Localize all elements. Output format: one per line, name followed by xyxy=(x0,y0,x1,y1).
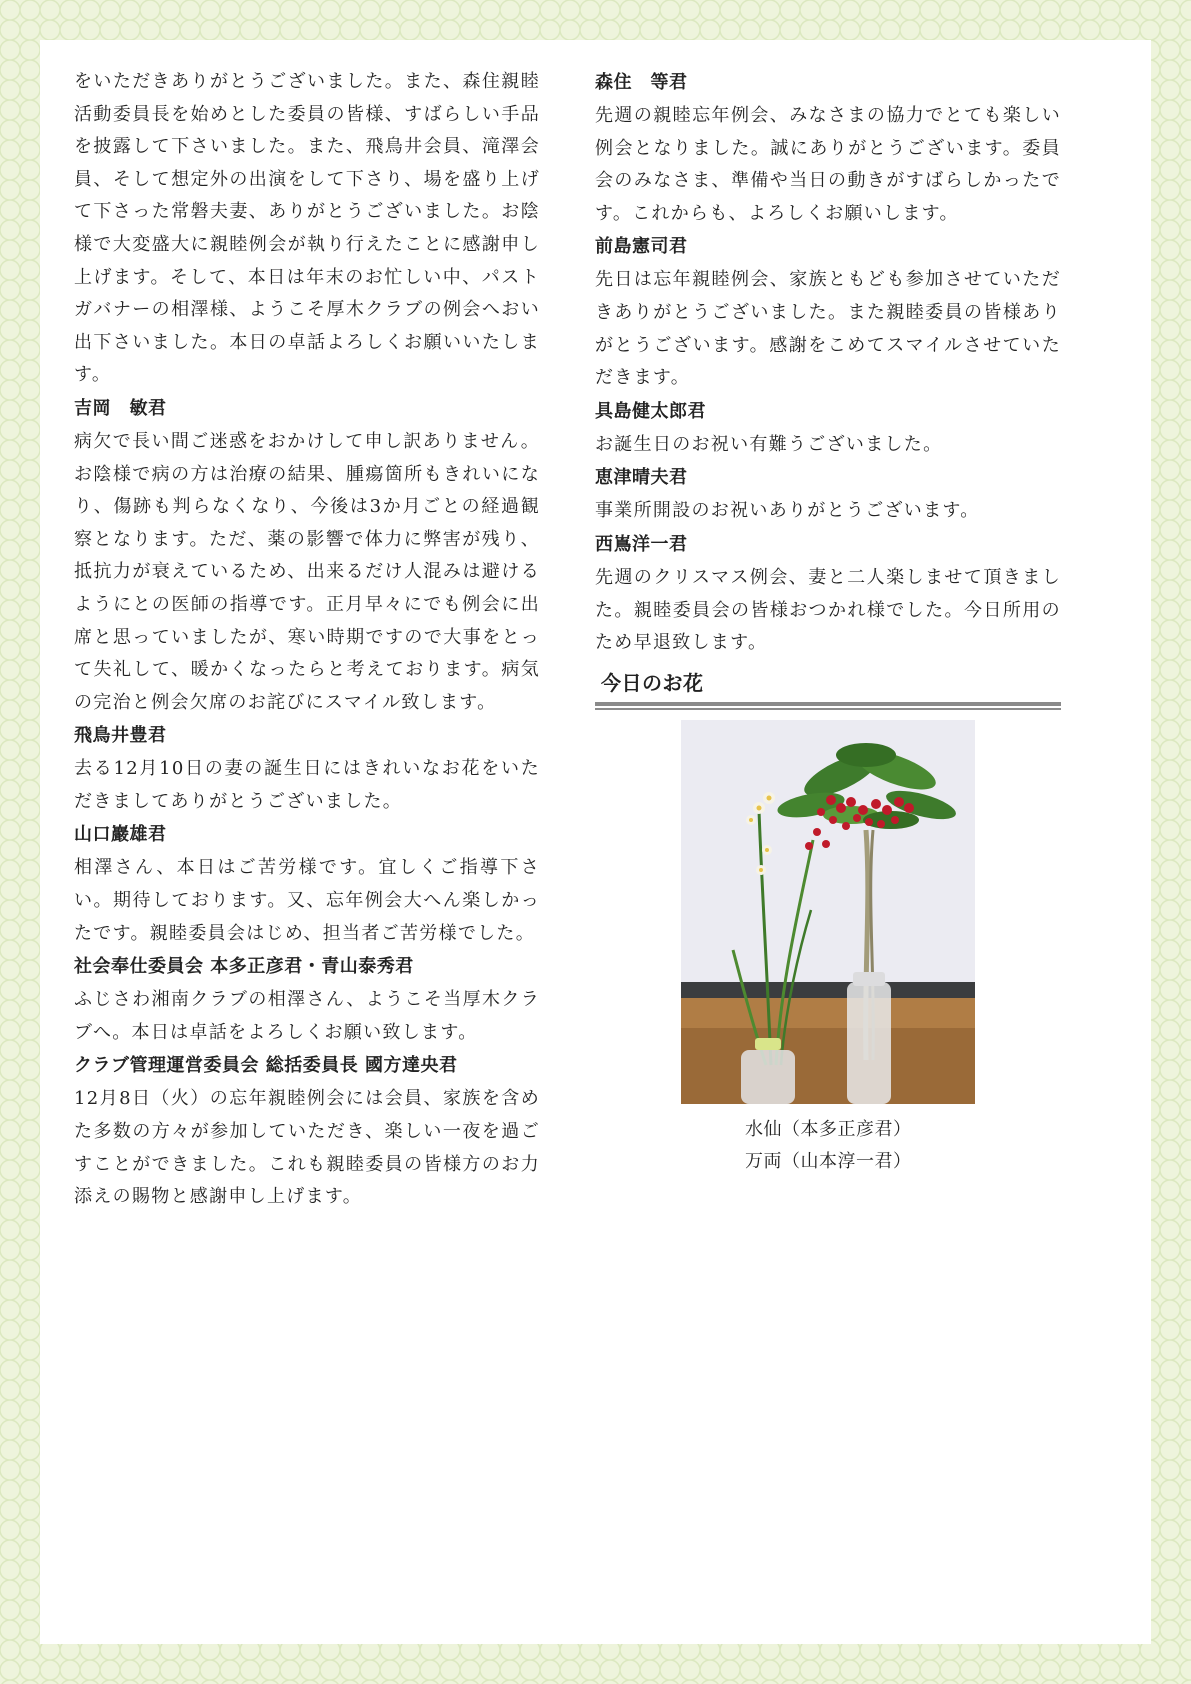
entry-text: 先日は忘年親睦例会、家族ともども参加させていただきありがとうございました。また親睦委員の皆様ありがとうございます。感謝をこめてスマイルさせていただきます。 xyxy=(595,269,1061,389)
entry-text: お誕生日のお祝い有難うございました。 xyxy=(595,433,943,455)
entry-name: 具島健太郎君 xyxy=(595,400,706,422)
entry-text: ふじさわ湘南クラブの相澤さん、ようこそ当厚木クラブへ。本日は卓話をよろしくお願い致します。 xyxy=(74,989,540,1043)
entry-name: クラブ管理運営委員会 総括委員長 國方達央君 xyxy=(74,1055,458,1077)
caption-line-1: 水仙（本多正彦君） xyxy=(745,1118,912,1140)
entry-text: 事業所開設のお祝いありがとうございます。 xyxy=(595,500,980,522)
caption-line-2: 万両（山本淳一君） xyxy=(745,1150,912,1172)
entry-text: 病欠で長い間ご迷惑をおかけして申し訳ありません。お陰様で病の方は治療の結果、腫瘍箇所もきれいになり、傷跡も判らなくなり、今後は3か月ごとの経過観察となります。ただ、薬の影響で体力に弊害が残り、抵抗力が衰えているため、出来るだけ人混みは避けるようにとの医師の指導です。正月早々にでも例会に出席と思っていましたが、寒い時期ですので大事をとって失礼して、暖かくなったらと考えております。病気の完治と例会欠席のお詫びにスマイル致します。 xyxy=(74,430,540,713)
entry-name: 山口巖雄君 xyxy=(74,824,167,846)
intro-paragraph: をいただきありがとうございました。また、森住親睦活動委員長を始めとした委員の皆様、すばらしい手品を披露して下さいました。また、飛鳥井会員、滝澤会員、そして想定外の出演をして下さり、場を盛り上げて下さった常磐夫妻、ありがとうございました。お陰様で大変盛大に親睦例会が執り行えたことに感謝申し上げます。そして、本日は年末のお忙しい中、パストガバナーの相澤様、ようこそ厚木クラブの例会へおい出下さいました。本日の卓話よろしくお願いいたします。 xyxy=(74,71,540,386)
entry-text: 相澤さん、本日はご苦労様です。宜しくご指導下さい。期待しております。又、忘年例会大へん楽しかったです。親睦委員会はじめ、担当者ご苦労様でした。 xyxy=(74,857,540,944)
flower-arrangement-photo xyxy=(681,720,975,1104)
entry-text: 先週のクリスマス例会、妻と二人楽しませて頂きました。親睦委員会の皆様おつかれ様でした。今日所用のため早退致します。 xyxy=(595,566,1061,654)
flowers-caption xyxy=(745,1114,1061,1178)
right-column xyxy=(595,66,1061,1178)
page xyxy=(40,40,1151,1644)
left-column xyxy=(74,66,540,1214)
section-divider xyxy=(595,702,1061,710)
entry-name: 飛鳥井豊君 xyxy=(74,725,167,747)
entry-name: 恵津晴夫君 xyxy=(595,467,688,489)
entry-name: 社会奉仕委員会 本多正彦君・青山泰秀君 xyxy=(74,956,414,978)
entry-name: 森住 等君 xyxy=(595,72,688,93)
entry-text: 12月8日（火）の忘年親睦例会には会員、家族を含めた多数の方々が参加していただき、楽しい一夜を過ごすことができました。これも親睦委員の皆様方のお力添えの賜物と感謝申し上げます。 xyxy=(74,1088,540,1208)
entry-name: 吉岡 敏君 xyxy=(74,397,167,419)
entry-name: 西嶌洋一君 xyxy=(595,533,688,555)
flowers-section-title: 今日のお花 xyxy=(601,670,704,695)
entry-text: 去る12月10日の妻の誕生日にはきれいなお花をいただきましてありがとうございました。 xyxy=(74,758,540,812)
entry-text: 先週の親睦忘年例会、みなさまの協力でとても楽しい例会となりました。誠にありがとうございます。委員会のみなさま、準備や当日の動きがすばらしかったです。これからも、よろしくお願いします。 xyxy=(595,105,1061,224)
entry-name: 前島憲司君 xyxy=(595,236,688,258)
